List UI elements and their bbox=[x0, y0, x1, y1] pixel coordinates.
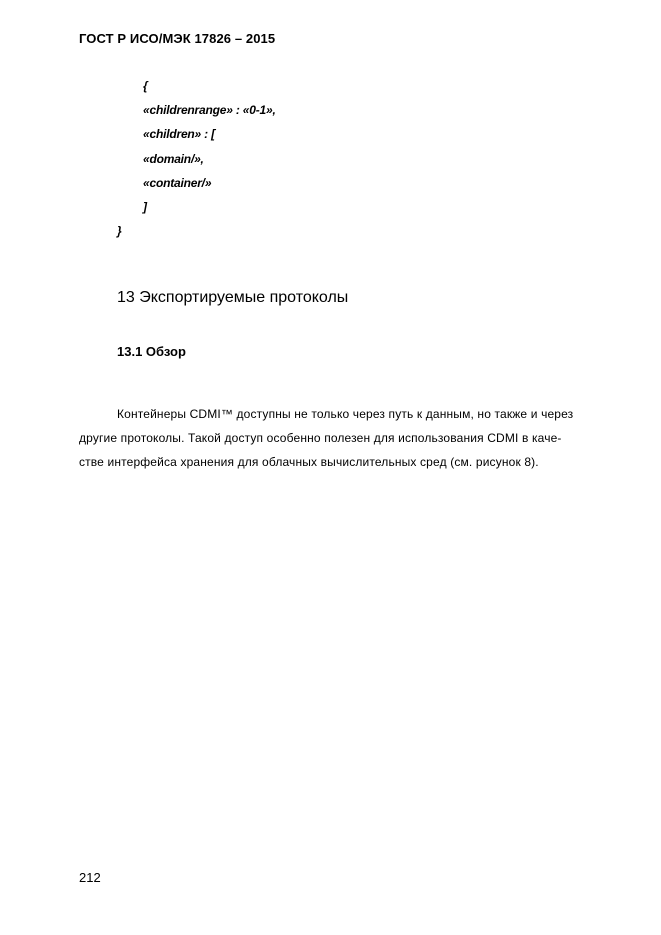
document-header: ГОСТ Р ИСО/МЭК 17826 – 2015 bbox=[79, 31, 276, 46]
paragraph-line: другие протоколы. Такой доступ особенно полезен для использования CDMI в каче- bbox=[79, 431, 562, 445]
code-line: { bbox=[143, 79, 148, 93]
paragraph-line: Контейнеры CDMI™ доступны не только через путь к данным, но также и через bbox=[117, 407, 574, 421]
code-line: «container/» bbox=[143, 176, 212, 190]
page-number: 212 bbox=[79, 870, 101, 885]
code-line: «childrenrange» : «0-1», bbox=[143, 103, 276, 117]
subsection-heading: 13.1 Обзор bbox=[117, 344, 186, 359]
code-line: «domain/», bbox=[143, 152, 204, 166]
code-line: ] bbox=[143, 200, 147, 214]
code-line: «children» : [ bbox=[143, 127, 215, 141]
code-line: } bbox=[117, 224, 122, 238]
paragraph-line: стве интерфейса хранения для облачных вычислительных сред (см. рисунок 8). bbox=[79, 455, 539, 469]
section-heading: 13 Экспортируемые протоколы bbox=[117, 289, 349, 306]
